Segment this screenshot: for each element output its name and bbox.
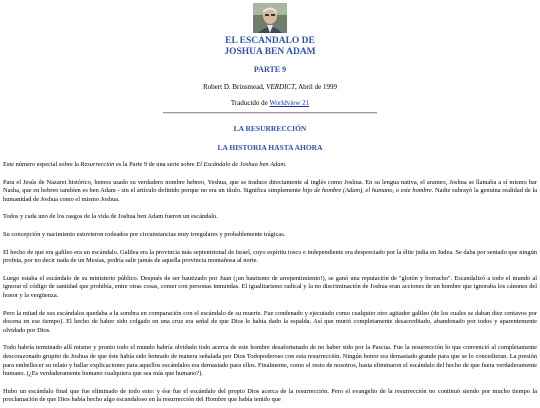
paragraph-1: Este número especial sobre la Resurrección es la Parte 9 de una serie sobre El Escándalo de Joshua ben Adam. [3, 161, 287, 168]
paragraph-8: Todo habría terminado allí mismo y pronto todo el mundo habría olvidado todo acerca de este hombre desafortunado de no haber sido por la Pascua. Fue la resurrección lo que convenció al completamente descorazonado grupito de Joshua de que éste había sido honrado de manera señalada por Dios Todopoderoso con esta resurrección. Ningún honor era demasiado grande para que se lo concedieran. La presión para embellecer su relato y hallar explicaciones para aquellos escándalos era demasiado para ellos. Finalmente, como el resto de nosotros, hasta eliminaron el escándalo del hecho de que fuera verdaderamente humano. (¿Es verdaderamente humano cualquiera que sea más que humano?). [3, 344, 537, 378]
section-heading-resurrection: LA RESURRECCIÓN [233, 124, 307, 133]
author-portrait [253, 3, 287, 33]
part-number: PARTE 9 [253, 65, 287, 74]
document-page [0, 3, 540, 405]
paragraph-2: Para el Jesús de Nazaret histórico, hemos usado su verdadero nombre hebreo, Yeshua, que se traduce directamente al inglés como Joshua. En su lengua nativa, el arameo, Joshua se llamaba a sí mismo bar Nasha, que en hebreo tambíen es ben Adam - sin el artículo definido porque no era un título. Significa simplemente hijo de hombre (Adam), el humano, o este hombre. Nadie subrayó la genuina realidad de la humanidad de Joshua como el mismo Joshua. [3, 178, 538, 203]
paragraph-4: Su concepción y nacimiento estuvieron rodeados por circunstancias muy irregulares y probablemente trágicas. [3, 230, 286, 238]
paragraph-9: Hubo un escándalo final que fue eliminado de todo esto: y ése fue el escándalo del propio Dios acerca de la resurrección. Pero el evangelio de la resurrección no continuó siendo por mucho tiempo la proclamación de que Dios había hecho algo escandaloso en la resurrección del Hombre que había tenido que [3, 387, 537, 404]
paragraph-7: Pero la mitad de sus escándalos quedaba a la sombra en comparación con el escándalo de su muerte. Fue condenado y ejecutado como cualquier otro agitador galileo (de los cuales se daban diez centavos por docena en ese tiempo). El hecho de haber sido colgado en una cruz era señal de que Dios le había dado la espalda. Así que murió completamente desacreditado, abandonado por todos y aparentemente olvidado por Dios. [3, 309, 537, 334]
section-heading-history: LA HISTORIA HASTA AHORA [217, 143, 323, 152]
title-line-1: EL ESCANDALO DE [225, 36, 315, 46]
title-line-2: JOSHUA BEN ADAM [224, 47, 316, 57]
worldview-link[interactable]: Worldview 21 [269, 99, 310, 107]
author-name: Robert D. Brinsmead, [203, 83, 265, 91]
translation-prefix: Traducido de [230, 99, 270, 107]
paragraph-6: Luego estaba el escándalo de su ministerio público. Después de ser bautizado por Juan (¡un bautismo de arrepentimiento!), se ganó una reputación de "glotón y borracho". Escandalizó a todo el mundo al ignorar el código de santidad que prohibía, entre otras cosas, comer con personas inmundas. El igualitarismo radical y la no discriminación de Joshua eran acciones de un hombre que ignoraba los cánones del honor y la vergüenza. [3, 274, 537, 299]
paragraph-3: Todos y cada uno de los rasgos de la vida de Joshua ben Adam fueron un escándalo. [3, 213, 218, 221]
article-title [0, 36, 540, 58]
byline [0, 83, 540, 91]
publication-date: , Abril de 1999 [294, 83, 337, 91]
paragraph-5: El hecho de que era galileo era un escándalo. Galilea era la provincia más septentrional de Israel, cuyo espíritu tosco e independiente era despreciado por la élite judía en Judea. Se daba por sentado que ningún profeta, por no decir nada de un Mesías, podría salir jamás de aquella provincia montañosa al norte. [3, 248, 537, 265]
divider [163, 112, 377, 114]
translation-credit [0, 99, 540, 107]
publication-name: VERDICT [266, 83, 295, 91]
